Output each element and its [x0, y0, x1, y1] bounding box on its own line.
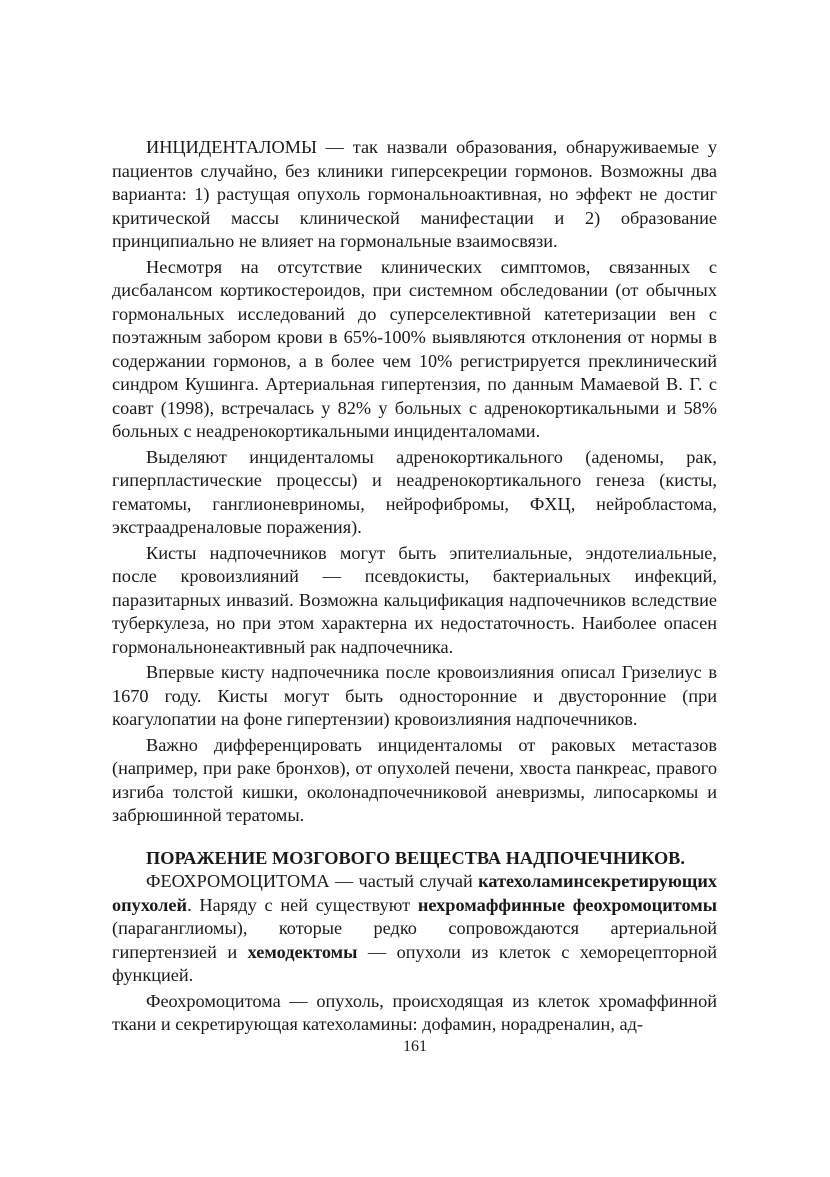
paragraph-pheochromocytoma-definition: Феохромоцитома — опухоль, происходящая из клеток хромаффинной ткани и секретирующая катехоламины: дофамин, норадреналин, ад- — [112, 990, 717, 1034]
paragraph-history: Впервые кисту надпочечника после кровоизлияния описал Гризелиус в 1670 году. Кисты могут быть односторонние и двусторонние (при коагулопатии на фоне гипертензии) кровоизлияния надпочечников. — [112, 662, 717, 729]
paragraph-cysts: Кисты надпочечников могут быть эпителиальные, эндотелиальные, после кровоизлияний — псевдокисты, бактериальных инфекций, паразитарных инвазий. Возможна кальцификация надпочечников вследствие туберкулеза, но при этом характерна их недостаточность. Наиболее опасен гормональнонеактивный рак надпочечника. — [112, 542, 717, 657]
pheo-bold-term-2: нехромаффинные феохромоцитомы — [417, 894, 717, 915]
pheo-bold-term-1: катехоламинсекретирующих опухолей — [112, 871, 717, 915]
page-body — [112, 136, 717, 1037]
paragraph-hormonal-deviations: Несмотря на отсутствие клинических симптомов, связанных с дисбалансом кортикостероидов, при системном обследовании (от обычных гормональных исследований до суперселективной катетеризации вен с поэтажным забором крови в 65%-100% выявляются отклонения от нормы в содержании гормонов, а в более чем 10% регистрируется преклинический синдром Кушинга. Артериальная гипертензия, по данным Мамаевой В. Г. с соавт (1998), встречалась у 82% у больных с адренокортикальными и 58% больных с неадренокортикальными инциденталомами. — [112, 256, 717, 441]
page-number: 161 — [403, 1038, 427, 1055]
paragraph-differential: Важно дифференцировать инциденталомы от раковых метастазов (например, при раке бронхов), от опухолей печени, хвоста панкреас, правого изгиба толстой кишки, околонадпочечниковой аневризмы, липосаркомы и забрюшинной тератомы. — [112, 734, 717, 825]
pheo-bold-term-3: хемодектомы — [247, 941, 358, 962]
paragraph-pheochromocytoma — [112, 870, 717, 988]
paragraph-classification: Выделяют инциденталомы адренокортикального (аденомы, рак, гиперпластические процессы) и неадренокортикального генеза (кисты, гематомы, ганглионевриномы, нейрофибромы, ФХЦ, нейробластома, экстраадреналовые поражения). — [112, 446, 717, 537]
section-heading: ПОРАЖЕНИЕ МОЗГОВОГО ВЕЩЕСТВА НАДПОЧЕЧНИКОВ. — [146, 847, 685, 868]
pheo-text-1: ФЕОХРОМОЦИТОМА — частый случай — [146, 871, 479, 891]
pheo-text-2: . Наряду с ней существуют — [187, 894, 418, 915]
paragraph-incidentalomas-definition: ИНЦИДЕНТАЛОМЫ — так назвали образования, обнаруживаемые у пациентов случайно, без клиники гиперсекреции гормонов. Возможны два варианта: 1) растущая опухоль гормональноактивная, но эффект не достиг критической массы клинической манифестации и 2) образование принципиально не влияет на гормональные взаимосвязи. — [112, 137, 717, 251]
pheo-text-4: — опухоли из клеток с хеморецепторной функцией. — [112, 941, 717, 985]
pheo-text-3: (параганглиомы), которые редко сопровождаются артериальной гипертензией и — [112, 918, 717, 962]
